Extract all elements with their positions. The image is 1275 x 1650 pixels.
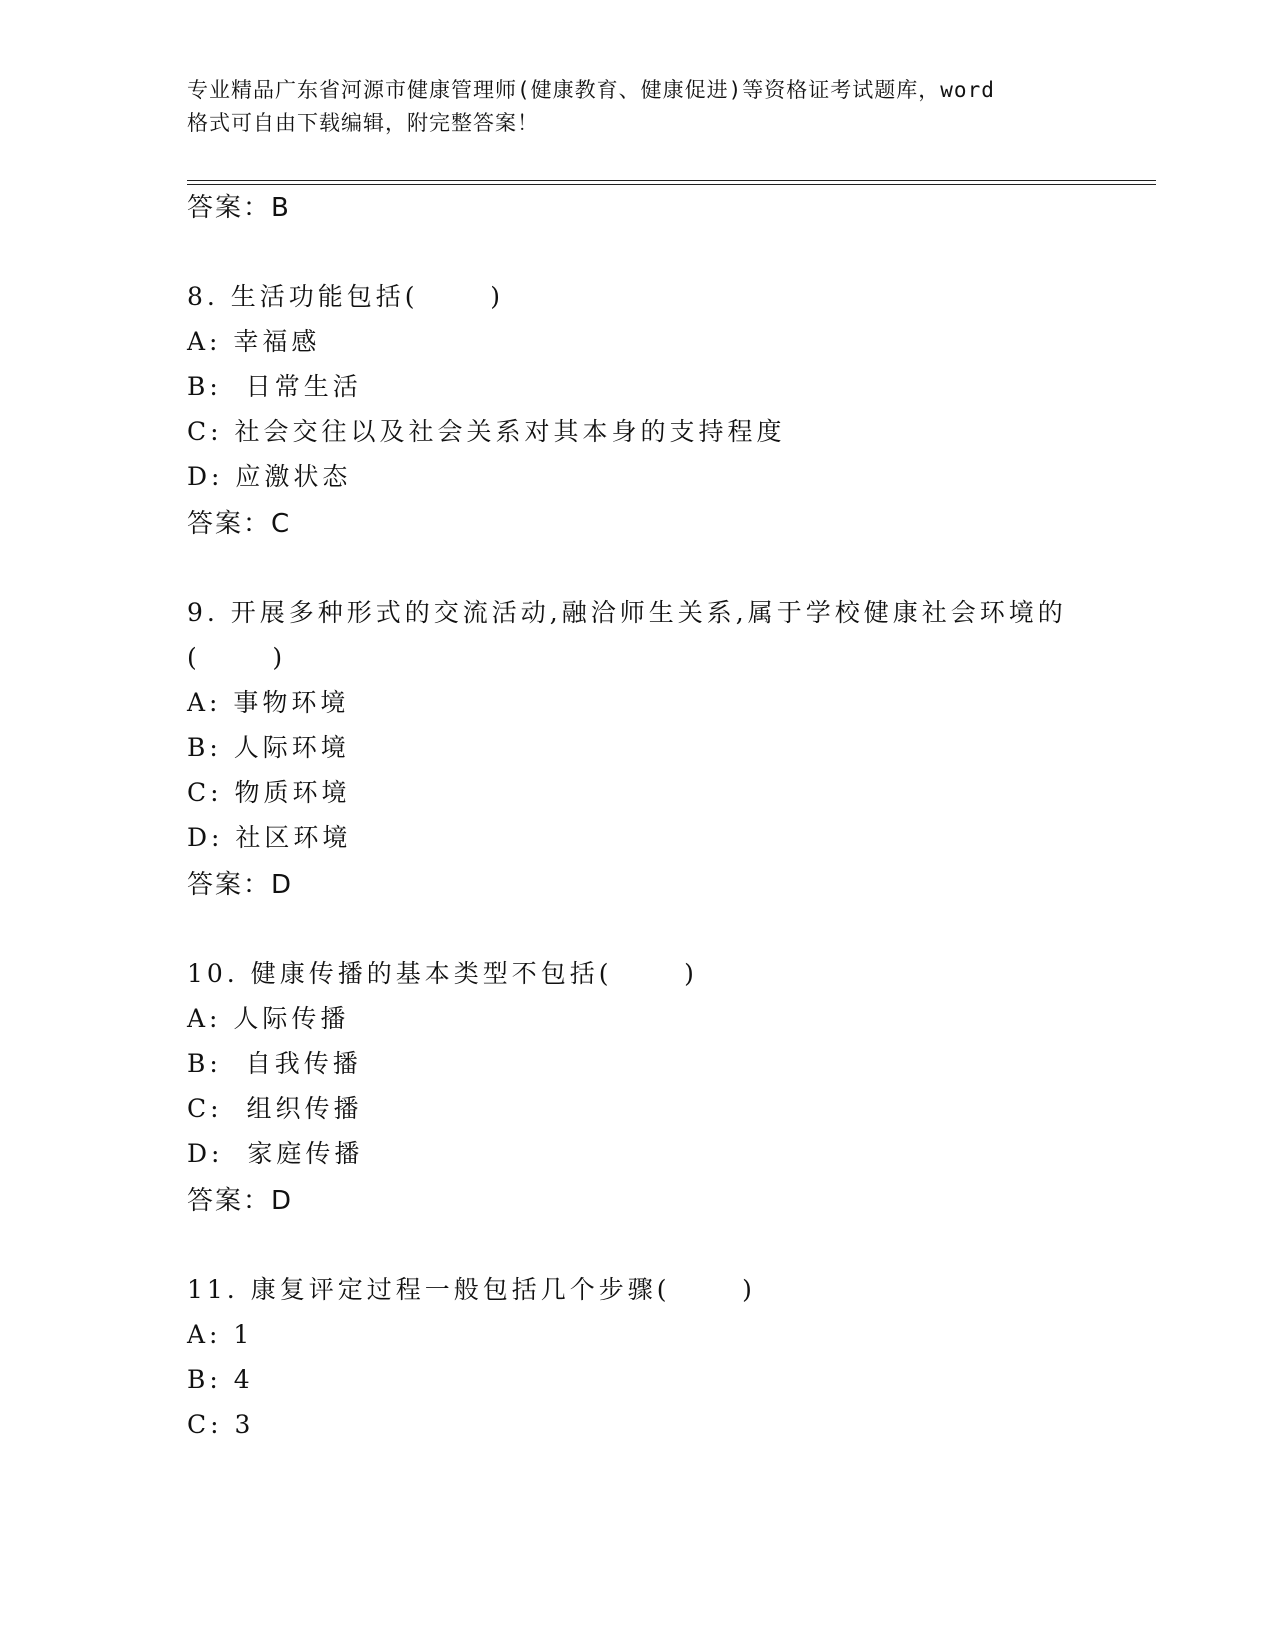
question-8-stem: 8. 生活功能包括( ) — [187, 282, 504, 311]
question-8-option-a: A: 幸福感 — [187, 327, 321, 356]
header-rule-top — [187, 180, 1156, 181]
question-9-option-a: A: 事物环境 — [187, 688, 350, 717]
question-10-option-a: A: 人际传播 — [187, 1004, 350, 1033]
question-8-option-d: D: 应激状态 — [187, 462, 352, 491]
question-9-stem: 9. 开展多种形式的交流活动,融洽师生关系,属于学校健康社会环境的 — [187, 598, 1067, 627]
question-10-stem: 10. 健康传播的基本类型不包括( ) — [187, 959, 698, 988]
question-11-option-c: C: 3 — [187, 1410, 255, 1439]
document-header — [187, 74, 1087, 140]
question-9-stem-cont: ( ) — [187, 643, 287, 672]
question-9-answer: 答案：D — [187, 870, 294, 900]
answer-q7: 答案：B — [187, 193, 291, 223]
question-9-option-b: B: 人际环境 — [187, 733, 350, 762]
question-10-answer: 答案：D — [187, 1186, 294, 1216]
question-10-option-b: B: 自我传播 — [187, 1049, 362, 1078]
question-11-option-b: B: 4 — [187, 1365, 254, 1394]
header-line-1: 专业精品广东省河源市健康管理师(健康教育、健康促进)等资格证考试题库，word — [187, 78, 995, 102]
question-11-option-a: A: 1 — [187, 1320, 254, 1349]
question-8-option-b: B: 日常生活 — [187, 372, 362, 401]
question-10-option-d: D: 家庭传播 — [187, 1139, 364, 1168]
question-8-option-c: C: 社会交往以及社会关系对其本身的支持程度 — [187, 417, 786, 446]
question-10-option-c: C: 组织传播 — [187, 1094, 363, 1123]
question-8-answer: 答案：C — [187, 509, 292, 539]
header-line-2: 格式可自由下载编辑，附完整答案！ — [187, 111, 539, 135]
header-rule-bottom — [187, 184, 1156, 185]
question-9-option-c: C: 物质环境 — [187, 778, 351, 807]
question-9-option-d: D: 社区环境 — [187, 823, 352, 852]
question-11-stem: 11. 康复评定过程一般包括几个步骤( ) — [187, 1275, 756, 1304]
